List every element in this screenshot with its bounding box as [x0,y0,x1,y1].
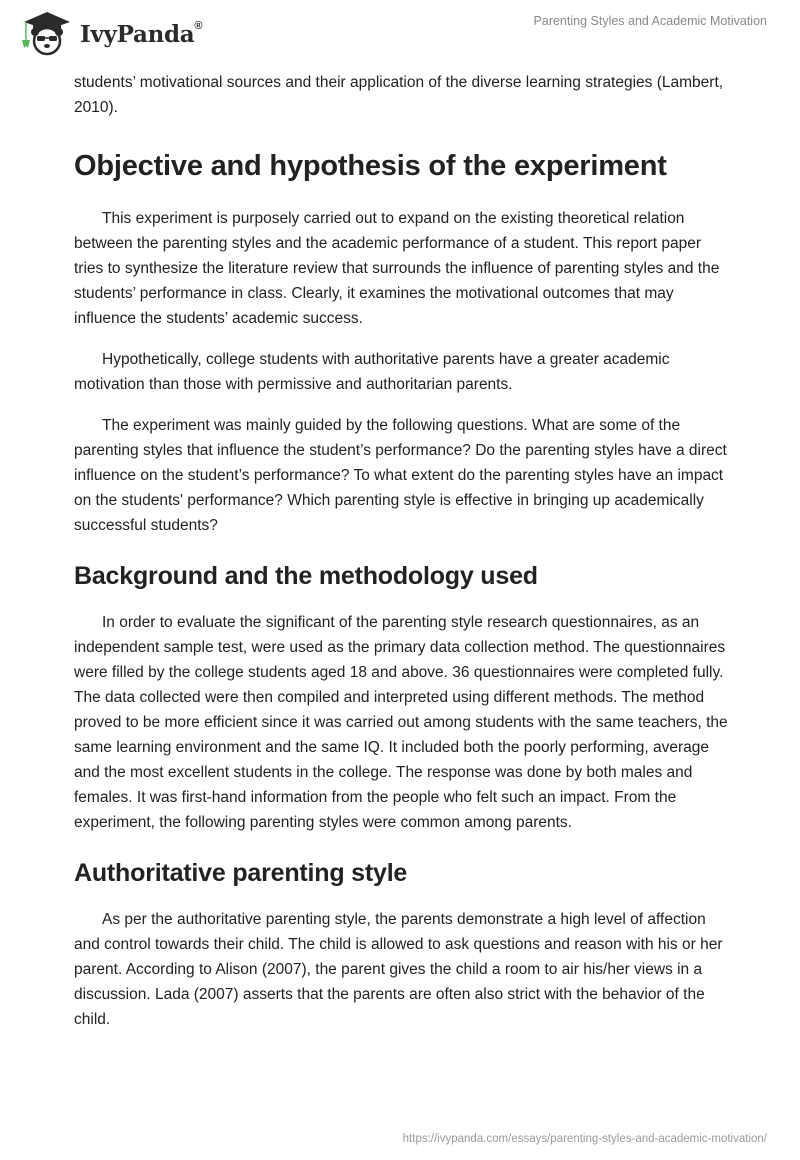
section-objective-hypothesis [74,148,734,538]
logo-text: IvyPanda® [80,19,203,48]
paragraph: This experiment is purposely carried out to expand on the existing theoretical relation between the parenting styles and the academic performance of a student. This report paper tries to synthesize the literature review that surrounds the influence of parenting styles and the students’ performance in class. Clearly, it examines the motivational outcomes that may influence the students’ academic success. [74,210,720,327]
paragraph: As per the authoritative parenting style, the parents demonstrate a high level of affection and control towards their child. The child is allowed to ask questions and reason with his or her parent. According to Alison (2007), the parent gives the child a room to air his/her views in a discussion. Lada (2007) asserts that the parents are often also strict with the behavior of the child. [74,911,723,1028]
section-heading: Authoritative parenting style [74,859,408,887]
paragraph: The experiment was mainly guided by the following questions. What are some of the parenting styles that influence the student’s performance? Do the parenting styles have a direct influence on the student’s performance? To what extent do the parenting styles have an impact on the students' performance? Which parenting style is effective in bringing up academically successful students? [74,417,727,534]
ivypanda-logo[interactable] [18,8,202,56]
document-title: Parenting Styles and Academic Motivation [533,14,767,28]
intro-continuation-paragraph: students’ motivational sources and their application of the diverse learning strategies (Lambert, 2010). [74,74,724,116]
essay-content [74,70,734,1032]
section-heading: Objective and hypothesis of the experiment [74,150,667,182]
page-header [0,0,800,62]
panda-graduate-icon [18,8,76,56]
section-background-methodology [74,560,734,835]
paragraph: In order to evaluate the significant of the parenting style research questionnaires, as an independent sample test, were used as the primary data collection method. The questionnaires were filled by the college students aged 18 and above. 36 questionnaires were completed fully. The data collected were then compiled and interpreted using different methods. The method proved to be more efficient since it was carried out among students with the same teachers, the same learning environment and the same IQ. It included both the poorly performing, average and the most excellent students in the college. The response was done by both males and females. It was first-hand information from the people who felt such an impact. From the experiment, the following parenting styles were common among parents. [74,614,728,831]
registered-mark: ® [194,19,203,32]
section-heading: Background and the methodology used [74,562,538,590]
paragraph: Hypothetically, college students with authoritative parents have a greater academic motivation than those with permissive and authoritarian parents. [74,351,670,393]
source-url[interactable]: https://ivypanda.com/essays/parenting-styles-and-academic-motivation/ [402,1133,767,1145]
section-authoritative-style [74,857,734,1032]
